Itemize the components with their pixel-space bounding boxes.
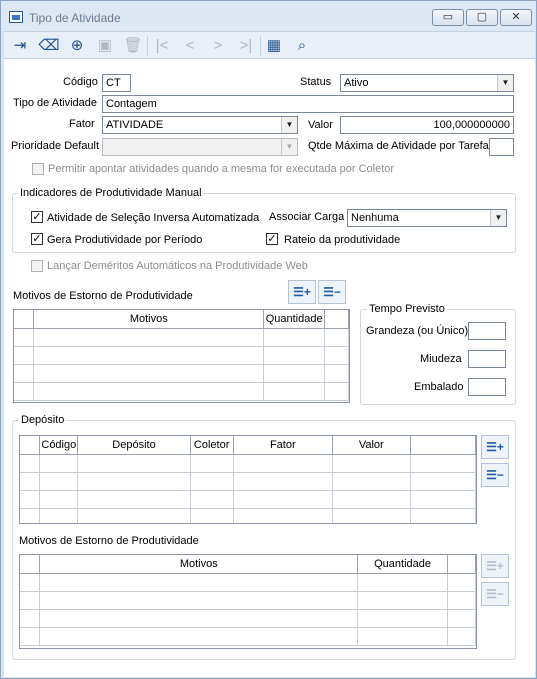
table-row[interactable]: [14, 328, 349, 346]
lancar-demeritos-checkbox[interactable]: [31, 260, 43, 272]
status-value: Ativo: [344, 77, 369, 89]
prioridade-label: Prioridade Default: [11, 140, 100, 152]
chevron-down-icon[interactable]: ▼: [490, 210, 506, 226]
close-button[interactable]: ✕: [500, 9, 532, 26]
add-motivo-row-icon[interactable]: ☰+: [481, 554, 509, 578]
grid-header: [20, 436, 476, 454]
column-deposito[interactable]: Depósito: [78, 436, 190, 454]
next-record-icon[interactable]: >: [213, 37, 223, 54]
remove-deposito-row-icon[interactable]: ☰−: [481, 463, 509, 487]
miudeza-input[interactable]: [468, 350, 506, 368]
embalado-label: Embalado: [414, 381, 464, 393]
first-record-icon[interactable]: |<: [155, 37, 169, 54]
column-coletor[interactable]: Coletor: [190, 436, 233, 454]
column-fator[interactable]: Fator: [233, 436, 332, 454]
row-selector-header: [14, 310, 34, 328]
column-motivos[interactable]: Motivos: [40, 555, 358, 573]
status-select[interactable]: [340, 74, 514, 92]
chevron-down-icon[interactable]: ▼: [497, 75, 513, 91]
chevron-down-icon[interactable]: ▼: [281, 117, 297, 133]
maximize-button[interactable]: ▢: [466, 9, 498, 26]
table-row[interactable]: [20, 454, 476, 472]
table-row[interactable]: [20, 573, 476, 591]
qtde-maxima-label: Qtde Máxima de Atividade por Tarefa: [308, 140, 489, 152]
chevron-down-icon[interactable]: ▼: [281, 139, 297, 155]
table-row[interactable]: [20, 591, 476, 609]
remove-row-icon[interactable]: ☰−: [318, 280, 346, 304]
table-row[interactable]: [20, 472, 476, 490]
qtde-maxima-input[interactable]: [489, 138, 514, 156]
exit-icon[interactable]: ⇥: [13, 37, 27, 54]
app-icon: [9, 11, 23, 23]
add-deposito-row-icon[interactable]: ☰+: [481, 435, 509, 459]
motivos-estorno-title: Motivos de Estorno de Produtividade: [13, 290, 193, 302]
grid-view-icon[interactable]: ▦: [266, 37, 282, 54]
valor-label: Valor: [308, 119, 333, 131]
prioridade-select[interactable]: [102, 138, 298, 156]
fator-select[interactable]: [102, 116, 298, 134]
valor-input[interactable]: 100,000000000: [340, 116, 514, 134]
lancar-demeritos-label: Lançar Deméritos Automáticos na Produtividade Web: [47, 260, 308, 272]
row-selector-header: [20, 436, 40, 454]
tipo-atividade-label: Tipo de Atividade: [13, 97, 97, 109]
permitir-label: Permitir apontar atividades quando a mesma for executada por Coletor: [48, 163, 395, 175]
grandeza-input[interactable]: [468, 322, 506, 340]
minimize-button[interactable]: ▭: [432, 9, 464, 26]
previous-record-icon[interactable]: <: [185, 37, 195, 54]
codigo-label: Código: [63, 76, 98, 88]
rateio-label: Rateio da produtividade: [284, 234, 401, 246]
save-icon[interactable]: ▣: [97, 37, 113, 54]
window-title: Tipo de Atividade: [29, 11, 121, 25]
motivos-estorno-2-title: Motivos de Estorno de Produtividade: [19, 535, 199, 547]
table-row[interactable]: [14, 382, 349, 400]
associar-carga-value: Nenhuma: [351, 212, 399, 224]
column-motivos[interactable]: Motivos: [34, 310, 264, 328]
indicadores-title: Indicadores de Produtividade Manual: [20, 187, 202, 199]
fator-value: ATIVIDADE: [106, 119, 164, 131]
motivos-estorno-2-grid[interactable]: [19, 554, 477, 649]
codigo-input[interactable]: CT: [102, 74, 131, 92]
eraser-icon[interactable]: ⌫: [38, 37, 60, 54]
table-row[interactable]: [20, 609, 476, 627]
status-label: Status: [300, 76, 332, 88]
table-row[interactable]: [20, 627, 476, 645]
column-valor[interactable]: Valor: [332, 436, 410, 454]
table-row[interactable]: [20, 508, 476, 524]
rateio-checkbox[interactable]: ✓: [267, 233, 277, 245]
deposito-title: Depósito: [21, 414, 65, 426]
fator-label: Fator: [69, 118, 95, 130]
column-quantidade[interactable]: Quantidade: [358, 555, 448, 573]
permitir-checkbox[interactable]: [32, 163, 44, 175]
selecao-inversa-label: Atividade de Seleção Inversa Automatizada: [47, 212, 260, 224]
trash-icon[interactable]: 🗑: [123, 37, 143, 54]
gera-produtividade-checkbox[interactable]: ✓: [32, 233, 42, 245]
grid-header: [20, 555, 476, 573]
column-codigo[interactable]: Código: [40, 436, 78, 454]
table-row[interactable]: [14, 364, 349, 382]
grid-header: [14, 310, 349, 328]
tipo-atividade-input[interactable]: Contagem: [102, 95, 514, 113]
title-bar: [1, 1, 536, 31]
miudeza-label: Miudeza: [420, 353, 462, 365]
grandeza-label: Grandeza (ou Único): [366, 325, 469, 337]
table-row[interactable]: [20, 490, 476, 508]
tempo-previsto-title: Tempo Previsto: [369, 303, 445, 315]
table-row[interactable]: [14, 346, 349, 364]
embalado-input[interactable]: [468, 378, 506, 396]
add-row-icon[interactable]: ☰+: [288, 280, 316, 304]
associar-carga-label: Associar Carga: [269, 211, 345, 223]
gera-produtividade-label: Gera Produtividade por Período: [47, 234, 203, 246]
motivos-estorno-grid[interactable]: [13, 309, 350, 403]
last-record-icon[interactable]: >|: [239, 37, 253, 54]
toolbar: [4, 31, 535, 59]
remove-motivo-row-icon[interactable]: ☰−: [481, 582, 509, 606]
associar-carga-select[interactable]: [347, 209, 507, 227]
add-icon[interactable]: ⊕: [70, 37, 84, 54]
column-quantidade[interactable]: Quantidade: [264, 310, 325, 328]
row-selector-header: [20, 555, 40, 573]
selecao-inversa-checkbox[interactable]: ✓: [32, 211, 42, 223]
form-panel: [4, 59, 535, 677]
search-icon[interactable]: ⌕: [297, 37, 307, 54]
deposito-grid[interactable]: [19, 435, 477, 524]
